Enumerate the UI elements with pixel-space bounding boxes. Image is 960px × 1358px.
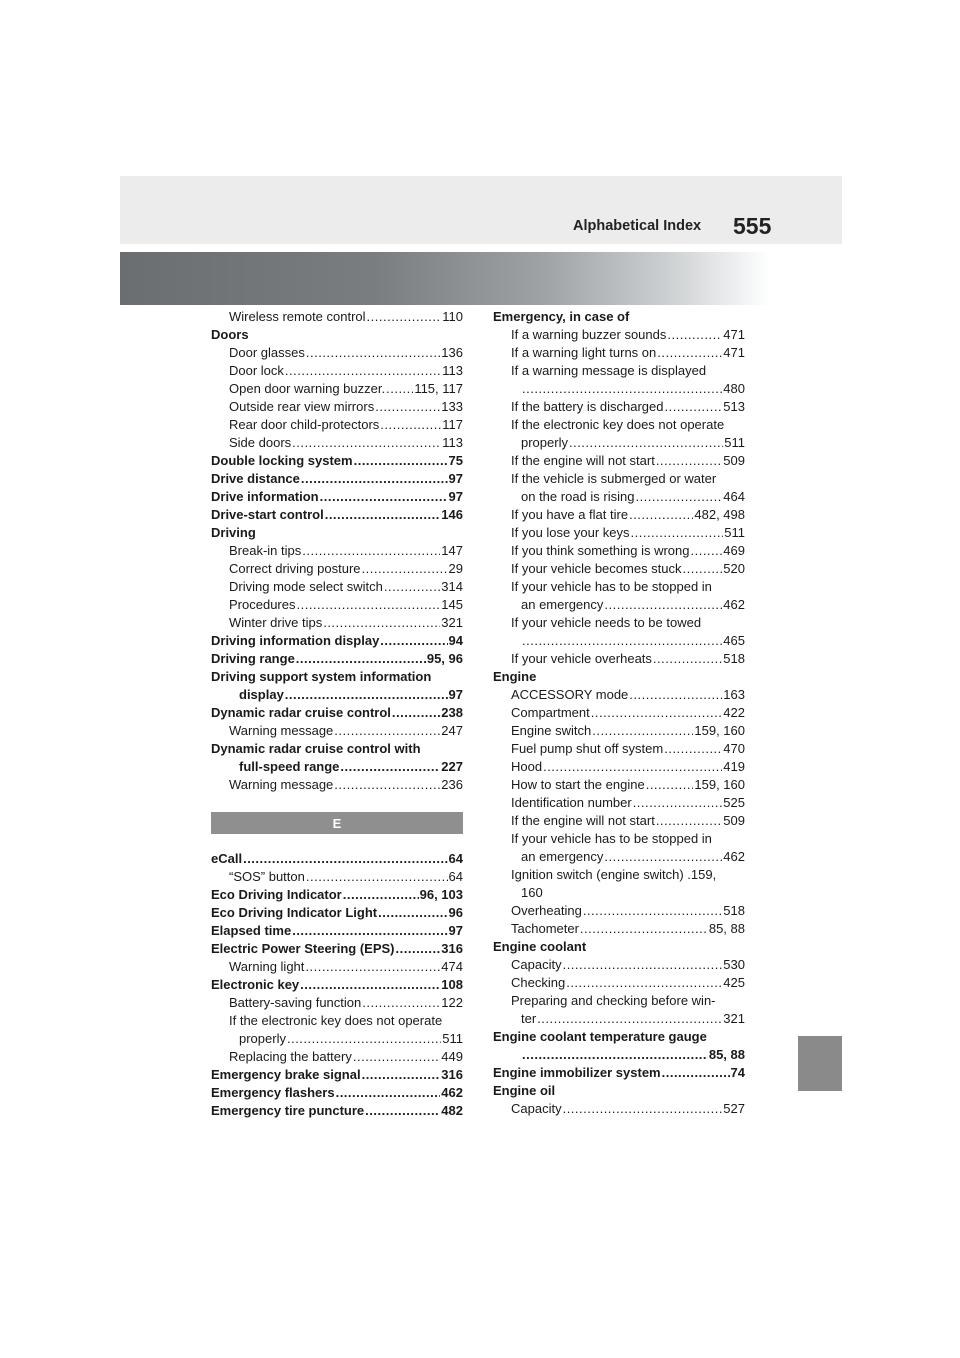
dot-leader bbox=[690, 542, 722, 560]
dot-leader bbox=[285, 686, 448, 704]
page-reference: 97 bbox=[448, 687, 463, 702]
dot-leader bbox=[380, 416, 441, 434]
page-number: 555 bbox=[733, 213, 772, 239]
index-entry: Engine coolant temperature gauge bbox=[493, 1029, 707, 1044]
page-reference: 422 bbox=[723, 705, 745, 720]
dot-leader bbox=[604, 848, 722, 866]
entry-text: Warning light bbox=[229, 959, 305, 974]
index-entry bbox=[211, 940, 463, 958]
dot-leader bbox=[591, 704, 723, 722]
page-reference: 509 bbox=[723, 453, 745, 468]
letter-heading-bar bbox=[211, 812, 463, 834]
page-reference: 117 bbox=[442, 417, 463, 432]
entry-text: Driving mode select switch bbox=[229, 579, 383, 594]
entry-text: Warning message bbox=[229, 777, 334, 792]
index-subentry bbox=[493, 506, 745, 524]
index-subentry bbox=[493, 398, 745, 416]
index-entry bbox=[211, 886, 463, 904]
page-reference: 64 bbox=[448, 851, 463, 866]
index-entry: Emergency, in case of bbox=[493, 309, 630, 324]
page-reference: 64 bbox=[448, 869, 463, 884]
page-reference: 133 bbox=[441, 399, 463, 414]
page-reference: 470 bbox=[723, 741, 745, 756]
page-reference: 520 bbox=[723, 561, 745, 576]
index-entry bbox=[211, 704, 463, 722]
index-entry bbox=[211, 758, 463, 776]
index-subentry bbox=[493, 488, 745, 506]
entry-text: Overheating bbox=[511, 903, 582, 918]
dot-leader bbox=[306, 344, 440, 362]
index-subentry: Ignition switch (engine switch) .159, bbox=[511, 867, 717, 882]
entry-text: Drive distance bbox=[211, 471, 300, 486]
page-reference: 146 bbox=[441, 507, 463, 522]
page-reference: 113 bbox=[442, 435, 463, 450]
dot-leader bbox=[300, 976, 440, 994]
dot-leader bbox=[396, 940, 441, 958]
index-subentry bbox=[493, 542, 745, 560]
page-reference: 482, 498 bbox=[694, 507, 745, 522]
page-reference: 113 bbox=[442, 363, 463, 378]
index-subentry bbox=[493, 848, 745, 866]
index-subentry bbox=[493, 524, 745, 542]
entry-text: If you lose your keys bbox=[511, 525, 630, 540]
dot-leader bbox=[340, 758, 440, 776]
dot-leader bbox=[563, 1100, 723, 1118]
letter-heading: E bbox=[332, 815, 342, 831]
entry-text: Capacity bbox=[511, 1101, 562, 1116]
entry-text: display bbox=[239, 687, 284, 702]
index-subentry: If the electronic key does not operate bbox=[511, 417, 725, 432]
page-reference: 462 bbox=[441, 1085, 463, 1100]
dot-leader bbox=[302, 542, 440, 560]
entry-text: Capacity bbox=[511, 957, 562, 972]
page-reference: 449 bbox=[441, 1049, 463, 1064]
entry-text: Emergency brake signal bbox=[211, 1067, 361, 1082]
entry-text: Checking bbox=[511, 975, 566, 990]
page-reference: 469 bbox=[723, 543, 745, 558]
dot-leader bbox=[384, 578, 440, 596]
page-reference: 136 bbox=[441, 345, 463, 360]
index-subentry bbox=[493, 650, 745, 668]
page-reference: 75 bbox=[448, 453, 463, 468]
entry-text: properly bbox=[521, 435, 568, 450]
dot-leader bbox=[664, 740, 722, 758]
dot-leader bbox=[580, 920, 708, 938]
dot-leader bbox=[367, 308, 442, 326]
page-reference: 236 bbox=[441, 777, 463, 792]
index-subentry bbox=[211, 344, 463, 362]
page-reference: 97 bbox=[448, 923, 463, 938]
dot-leader bbox=[633, 794, 723, 812]
index-subentry bbox=[493, 776, 745, 794]
dot-leader bbox=[353, 1048, 440, 1066]
index-entry bbox=[211, 470, 463, 488]
page-reference: 480 bbox=[723, 381, 745, 396]
index-subentry bbox=[493, 344, 745, 362]
entry-text: How to start the engine bbox=[511, 777, 645, 792]
dot-leader bbox=[296, 650, 426, 668]
page-reference: 145 bbox=[441, 597, 463, 612]
page-reference: 97 bbox=[448, 489, 463, 504]
index-subentry bbox=[211, 398, 463, 416]
dot-leader bbox=[629, 686, 722, 704]
dot-leader bbox=[583, 902, 722, 920]
dot-leader bbox=[563, 956, 723, 974]
page-reference: 419 bbox=[723, 759, 745, 774]
entry-text: properly bbox=[239, 1031, 286, 1046]
page-reference: 316 bbox=[441, 1067, 463, 1082]
dot-leader bbox=[635, 488, 722, 506]
index-subentry bbox=[211, 578, 463, 596]
page-reference: 462 bbox=[723, 597, 745, 612]
page-reference: 94 bbox=[448, 633, 463, 648]
entry-text: on the road is rising bbox=[521, 489, 635, 504]
index-subentry bbox=[493, 326, 745, 344]
dot-leader bbox=[683, 560, 723, 578]
page-reference: 511 bbox=[442, 1031, 463, 1046]
index-entry bbox=[493, 1046, 745, 1064]
index-subentry bbox=[493, 704, 745, 722]
index-subentry bbox=[493, 956, 745, 974]
page-reference: 122 bbox=[441, 995, 463, 1010]
entry-text: Fuel pump shut off system bbox=[511, 741, 664, 756]
page-reference: 147 bbox=[441, 543, 463, 558]
page-reference: 115, 117 bbox=[414, 381, 463, 396]
dot-leader bbox=[380, 632, 447, 650]
index-subentry bbox=[493, 686, 745, 704]
dot-leader bbox=[296, 596, 440, 614]
dot-leader bbox=[631, 524, 724, 542]
entry-text: ACCESSORY mode bbox=[511, 687, 629, 702]
dot-leader bbox=[386, 380, 413, 398]
page-reference: 509 bbox=[723, 813, 745, 828]
index-entry: Engine oil bbox=[493, 1083, 556, 1098]
page-reference: 474 bbox=[441, 959, 463, 974]
entry-text: Replacing the battery bbox=[229, 1049, 352, 1064]
page-reference: 321 bbox=[441, 615, 463, 630]
index-entry bbox=[211, 922, 463, 940]
page-reference: 518 bbox=[723, 651, 745, 666]
section-thumb-tab bbox=[798, 1036, 842, 1091]
index-entry bbox=[211, 488, 463, 506]
index-subentry bbox=[211, 1048, 463, 1066]
page-reference: 238 bbox=[441, 705, 463, 720]
index-subentry: 160 bbox=[521, 885, 543, 900]
page-reference: 97 bbox=[448, 471, 463, 486]
page-reference: 530 bbox=[723, 957, 745, 972]
entry-text: Electric Power Steering (EPS) bbox=[211, 941, 395, 956]
page-reference: 425 bbox=[723, 975, 745, 990]
index-entry bbox=[211, 850, 463, 868]
index-entry bbox=[211, 650, 463, 668]
dot-leader bbox=[365, 1102, 440, 1120]
entry-text: If a warning buzzer sounds bbox=[511, 327, 667, 342]
page-reference: 108 bbox=[441, 977, 463, 992]
dot-leader bbox=[287, 1030, 441, 1048]
entry-text: If your vehicle becomes stuck bbox=[511, 561, 682, 576]
dot-leader bbox=[305, 958, 440, 976]
entry-text: Hood bbox=[511, 759, 543, 774]
dot-leader bbox=[522, 380, 722, 398]
index-entry bbox=[211, 1066, 463, 1084]
decorative-gradient-band bbox=[120, 252, 842, 305]
entry-text: If the engine will not start bbox=[511, 453, 655, 468]
page-reference: 29 bbox=[448, 561, 463, 576]
index-subentry bbox=[211, 560, 463, 578]
index-subentry bbox=[211, 776, 463, 794]
dot-leader bbox=[604, 596, 722, 614]
page-reference: 471 bbox=[723, 327, 745, 342]
page-reference: 513 bbox=[723, 399, 745, 414]
entry-text: Dynamic radar cruise control bbox=[211, 705, 391, 720]
index-subentry bbox=[211, 596, 463, 614]
page-reference: 85, 88 bbox=[708, 1047, 745, 1062]
dot-leader bbox=[292, 922, 447, 940]
dot-leader bbox=[392, 704, 440, 722]
dot-leader bbox=[334, 776, 440, 794]
dot-leader bbox=[362, 560, 448, 578]
entry-text: Outside rear view mirrors bbox=[229, 399, 375, 414]
index-subentry bbox=[493, 920, 745, 938]
page-reference: 159, 160 bbox=[694, 777, 745, 792]
entry-text: Warning message bbox=[229, 723, 334, 738]
dot-leader bbox=[662, 1064, 730, 1082]
index-subentry bbox=[211, 362, 463, 380]
dot-leader bbox=[657, 344, 722, 362]
index-subentry bbox=[211, 958, 463, 976]
dot-leader bbox=[334, 722, 440, 740]
entry-text: Driving information display bbox=[211, 633, 380, 648]
section-title: Alphabetical Index bbox=[573, 218, 702, 234]
entry-text: an emergency bbox=[521, 849, 604, 864]
dot-leader bbox=[343, 886, 419, 904]
entry-text: Wireless remote control bbox=[229, 309, 366, 324]
entry-text: Correct driving posture bbox=[229, 561, 361, 576]
index-entry bbox=[493, 1064, 745, 1082]
index-subentry: If your vehicle has to be stopped in bbox=[511, 579, 712, 594]
index-subentry bbox=[493, 902, 745, 920]
index-entry bbox=[211, 976, 463, 994]
entry-text: Door glasses bbox=[229, 345, 305, 360]
page-reference: 85, 88 bbox=[708, 921, 745, 936]
index-entry: Dynamic radar cruise control with bbox=[211, 741, 421, 756]
dot-leader bbox=[354, 452, 448, 470]
entry-text: Elapsed time bbox=[211, 923, 292, 938]
dot-leader bbox=[320, 488, 448, 506]
entry-text: Engine switch bbox=[511, 723, 592, 738]
page-reference: 465 bbox=[723, 633, 745, 648]
dot-leader bbox=[323, 614, 440, 632]
index-entry: Engine coolant bbox=[493, 939, 587, 954]
dot-leader bbox=[285, 362, 441, 380]
page-reference: 316 bbox=[441, 941, 463, 956]
entry-text: Electronic key bbox=[211, 977, 300, 992]
dot-leader bbox=[646, 776, 694, 794]
index-list-e bbox=[211, 850, 463, 1120]
entry-text: Winter drive tips bbox=[229, 615, 323, 630]
index-subentry bbox=[211, 1030, 463, 1048]
dot-leader bbox=[292, 434, 441, 452]
page-reference: 163 bbox=[723, 687, 745, 702]
index-subentry: If the vehicle is submerged or water bbox=[511, 471, 717, 486]
entry-text: Emergency flashers bbox=[211, 1085, 335, 1100]
index-entry bbox=[211, 904, 463, 922]
entry-text: Door lock bbox=[229, 363, 284, 378]
index-entry bbox=[211, 686, 463, 704]
index-entry: Doors bbox=[211, 327, 249, 342]
entry-text: an emergency bbox=[521, 597, 604, 612]
index-entry bbox=[211, 632, 463, 650]
entry-text: Engine immobilizer system bbox=[493, 1065, 661, 1080]
entry-text: Battery-saving function bbox=[229, 995, 362, 1010]
index-entry bbox=[211, 452, 463, 470]
index-column-left bbox=[211, 308, 463, 1120]
index-subentry: Preparing and checking before win- bbox=[511, 993, 716, 1008]
dot-leader bbox=[306, 868, 448, 886]
entry-text: If your vehicle overheats bbox=[511, 651, 652, 666]
page-reference: 96, 103 bbox=[419, 887, 463, 902]
page-reference: 96 bbox=[448, 905, 463, 920]
entry-text: Side doors bbox=[229, 435, 292, 450]
page-reference: 471 bbox=[723, 345, 745, 360]
dot-leader bbox=[336, 1084, 441, 1102]
index-subentry: If a warning message is displayed bbox=[511, 363, 707, 378]
page-reference: 95, 96 bbox=[426, 651, 463, 666]
dot-leader bbox=[243, 850, 447, 868]
dot-leader bbox=[362, 994, 440, 1012]
index-entry: Engine bbox=[493, 669, 537, 684]
dot-leader bbox=[656, 812, 722, 830]
index-subentry bbox=[493, 740, 745, 758]
index-subentry bbox=[211, 434, 463, 452]
page-reference: 482 bbox=[441, 1103, 463, 1118]
entry-text: full-speed range bbox=[239, 759, 340, 774]
dot-leader bbox=[569, 434, 723, 452]
dot-leader bbox=[325, 506, 441, 524]
index-subentry: If your vehicle has to be stopped in bbox=[511, 831, 712, 846]
index-list-right bbox=[493, 308, 745, 1118]
entry-text: Open door warning buzzer. bbox=[229, 381, 386, 396]
entry-text: Drive information bbox=[211, 489, 319, 504]
entry-text: Compartment bbox=[511, 705, 590, 720]
dot-leader bbox=[522, 1046, 708, 1064]
entry-text: Rear door child-protectors bbox=[229, 417, 380, 432]
entry-text: Break-in tips bbox=[229, 543, 302, 558]
index-list-d bbox=[211, 308, 463, 794]
dot-leader bbox=[522, 632, 722, 650]
index-subentry bbox=[493, 1100, 745, 1118]
index-entry: Driving support system information bbox=[211, 669, 432, 684]
index-subentry bbox=[211, 380, 463, 398]
page-reference: 159, 160 bbox=[694, 723, 745, 738]
entry-text: If you think something is wrong bbox=[511, 543, 690, 558]
page-reference: 74 bbox=[730, 1065, 745, 1080]
index-subentry bbox=[211, 994, 463, 1012]
entry-text: Tachometer bbox=[511, 921, 579, 936]
index-subentry bbox=[493, 758, 745, 776]
index-subentry bbox=[211, 416, 463, 434]
entry-text: Emergency tire puncture bbox=[211, 1103, 365, 1118]
entry-text: Double locking system bbox=[211, 453, 353, 468]
page-reference: 227 bbox=[441, 759, 463, 774]
index-entry: Driving bbox=[211, 525, 256, 540]
index-subentry bbox=[493, 974, 745, 992]
index-subentry: If your vehicle needs to be towed bbox=[511, 615, 702, 630]
entry-text: If a warning light turns on bbox=[511, 345, 657, 360]
entry-text: “SOS” button bbox=[229, 869, 305, 884]
dot-leader bbox=[592, 722, 693, 740]
dot-leader bbox=[653, 650, 722, 668]
page-reference: 247 bbox=[441, 723, 463, 738]
entry-text: Eco Driving Indicator Light bbox=[211, 905, 378, 920]
dot-leader bbox=[543, 758, 722, 776]
dot-leader bbox=[664, 398, 722, 416]
page-reference: 314 bbox=[441, 579, 463, 594]
entry-text: If the engine will not start bbox=[511, 813, 655, 828]
page-reference: 525 bbox=[723, 795, 745, 810]
page-reference: 464 bbox=[723, 489, 745, 504]
index-entry bbox=[211, 1084, 463, 1102]
page-reference: 511 bbox=[724, 435, 745, 450]
dot-leader bbox=[301, 470, 448, 488]
entry-text: eCall bbox=[211, 851, 243, 866]
page-reference: 110 bbox=[442, 309, 463, 324]
index-subentry bbox=[493, 632, 745, 650]
index-entry bbox=[211, 506, 463, 524]
index-subentry bbox=[493, 794, 745, 812]
entry-text: Identification number bbox=[511, 795, 632, 810]
index-entry bbox=[211, 1102, 463, 1120]
index-subentry bbox=[493, 560, 745, 578]
dot-leader bbox=[629, 506, 693, 524]
index-subentry bbox=[211, 722, 463, 740]
entry-text: Procedures bbox=[229, 597, 296, 612]
dot-leader bbox=[656, 452, 722, 470]
entry-text: Driving range bbox=[211, 651, 295, 666]
index-subentry bbox=[493, 1010, 745, 1028]
entry-text: If you have a flat tire bbox=[511, 507, 629, 522]
entry-text: If the battery is discharged bbox=[511, 399, 664, 414]
entry-text: ter bbox=[521, 1011, 537, 1026]
entry-text: Eco Driving Indicator bbox=[211, 887, 342, 902]
index-subentry bbox=[493, 452, 745, 470]
page-reference: 511 bbox=[724, 525, 745, 540]
index-subentry bbox=[211, 868, 463, 886]
dot-leader bbox=[362, 1066, 441, 1084]
index-subentry bbox=[211, 308, 463, 326]
page-reference: 518 bbox=[723, 903, 745, 918]
index-subentry bbox=[211, 614, 463, 632]
entry-text: Drive-start control bbox=[211, 507, 324, 522]
index-subentry bbox=[493, 812, 745, 830]
index-subentry bbox=[493, 722, 745, 740]
page-reference: 462 bbox=[723, 849, 745, 864]
dot-leader bbox=[566, 974, 722, 992]
index-subentry bbox=[211, 542, 463, 560]
dot-leader bbox=[378, 904, 447, 922]
index-subentry: If the electronic key does not operate bbox=[229, 1013, 443, 1028]
page-reference: 321 bbox=[723, 1011, 745, 1026]
dot-leader bbox=[375, 398, 440, 416]
dot-leader bbox=[667, 326, 722, 344]
page-reference: 527 bbox=[723, 1101, 745, 1116]
dot-leader bbox=[537, 1010, 722, 1028]
index-subentry bbox=[493, 380, 745, 398]
index-subentry bbox=[493, 596, 745, 614]
index-column-right bbox=[493, 308, 745, 1118]
index-subentry bbox=[493, 434, 745, 452]
